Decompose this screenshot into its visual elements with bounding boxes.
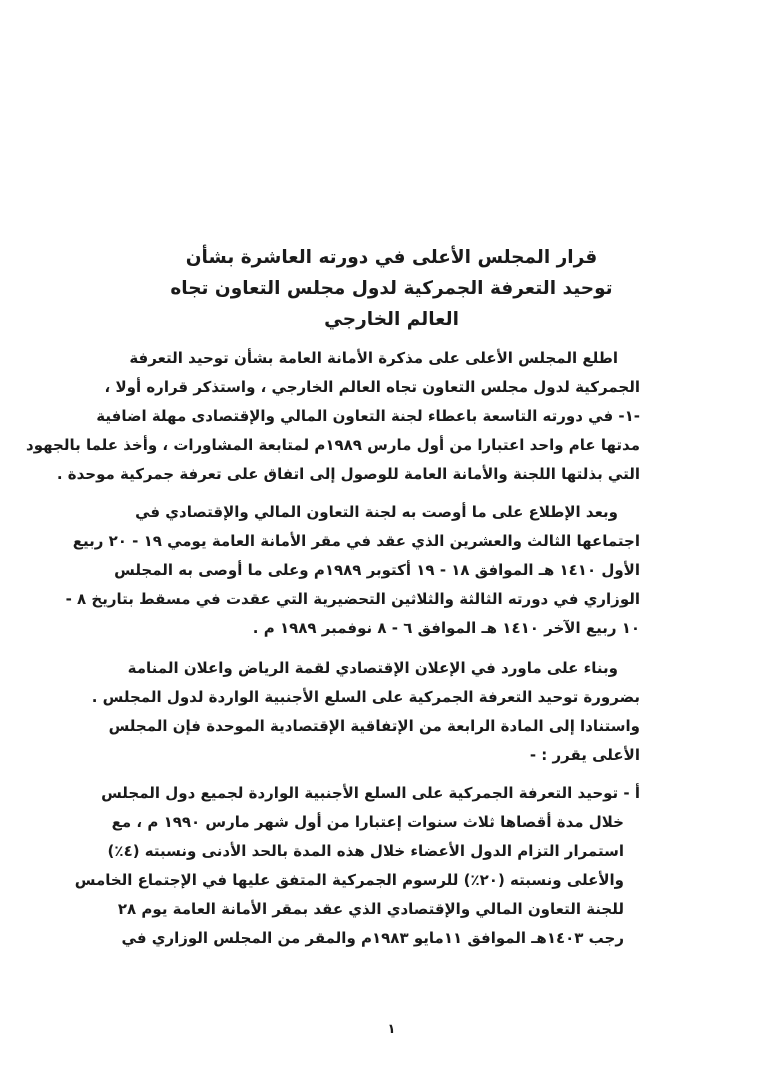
clause-a-line-2: خلال مدة أقصاها ثلاث سنوات إعتبارا من أول شهر مارس ١٩٩٠ م ، مع: [111, 813, 624, 831]
paragraph-2-line-2: اجتماعها الثالث والعشرين الذي عقد في مقر الأمانة العامة يومي ١٩ - ٢٠ ربيع: [72, 532, 640, 550]
paragraph-2: [65, 498, 640, 643]
paragraph-1-line-2: الجمركية لدول مجلس التعاون تجاه العالم الخارجي ، واستذكر قراره أولا ،: [104, 378, 640, 396]
paragraph-3-line-3: واستنادا إلى المادة الرابعة من الإتفاقية الإقتصادية الموحدة فإن المجلس: [108, 717, 640, 735]
paragraph-1-line-3: -١- في دورته التاسعة باعطاء لجنة التعاون المالي والإقتصادى مهلة اضافية: [96, 407, 640, 425]
paragraph-2-line-4: الوزاري في دورته الثالثة والثلاثين التحضيرية التي عقدت في مسقط بتاريخ ٨ -: [65, 590, 640, 608]
paragraph-3-line-2: بضرورة توحيد التعرفة الجمركية على السلع الأجنبية الواردة لدول المجلس .: [91, 688, 640, 706]
paragraph-3-line-4: الأعلى يقرر : -: [529, 746, 640, 764]
clause-a-line-3: استمرار التزام الدول الأعضاء خلال هذه المدة بالحد الأدنى ونسبته (٤٪): [107, 842, 624, 860]
paragraph-1-line-1: اطلع المجلس الأعلى على مذكرة الأمانة العامة بشأن توحيد التعرفة: [129, 349, 618, 367]
clause-a-line-4: والأعلى ونسبته (٢٠٪) للرسوم الجمركية المتفق عليها في الإجتماع الخامس: [74, 871, 624, 889]
paragraph-1-line-4: مدتها عام واحد اعتبارا من أول مارس ١٩٨٩م لمتابعة المشاورات ، وأخذ علما بالجهود: [26, 436, 640, 454]
document-title: [143, 242, 640, 335]
paragraph-2-line-3: الأول ١٤١٠ هـ الموافق ١٨ - ١٩ أكتوبر ١٩٨٩م وعلى ما أوصى به المجلس: [114, 561, 640, 579]
clause-a-line-1: [101, 779, 640, 808]
paragraph-1: [26, 344, 640, 489]
paragraph-3-line-1: وبناء على ماورد في الإعلان الإقتصادي لقمة الرياض واعلان المنامة: [127, 659, 618, 677]
paragraph-2-line-1: وبعد الإطلاع على ما أوصت به لجنة التعاون المالي والإقتصادي في: [135, 503, 618, 521]
clause-a: [74, 779, 640, 953]
paragraph-2-line-5: ١٠ ربيع الآخر ١٤١٠ هـ الموافق ٦ - ٨ نوفمبر ١٩٨٩ م .: [252, 619, 640, 637]
clause-a-line-1-text: توحيد التعرفة الجمركية على السلع الأجنبية الواردة لجميع دول المجلس: [101, 784, 619, 802]
title-line-3: العالم الخارجي: [324, 309, 459, 330]
title-line-2: توحيد التعرفة الجمركية لدول مجلس التعاون تجاه: [170, 278, 613, 299]
clause-a-marker: أ -: [623, 784, 640, 802]
paragraph-3: [91, 654, 640, 770]
document-content: [26, 242, 640, 953]
clause-a-line-5: للجنة التعاون المالي والإقتصادي الذي عقد بمقر الأمانة العامة يوم ٢٨: [117, 900, 624, 918]
paragraph-1-line-5: التي بذلتها اللجنة والأمانة العامة للوصول إلى اتفاق على تعرفة جمركية موحدة .: [56, 465, 640, 483]
clause-a-line-6: رجب ١٤٠٣هـ الموافق ١١مايو ١٩٨٣م والمقر من المجلس الوزاري في: [121, 929, 624, 947]
title-line-1: قرار المجلس الأعلى في دورته العاشرة بشأن: [185, 247, 598, 268]
page-number: ١: [387, 1022, 396, 1037]
